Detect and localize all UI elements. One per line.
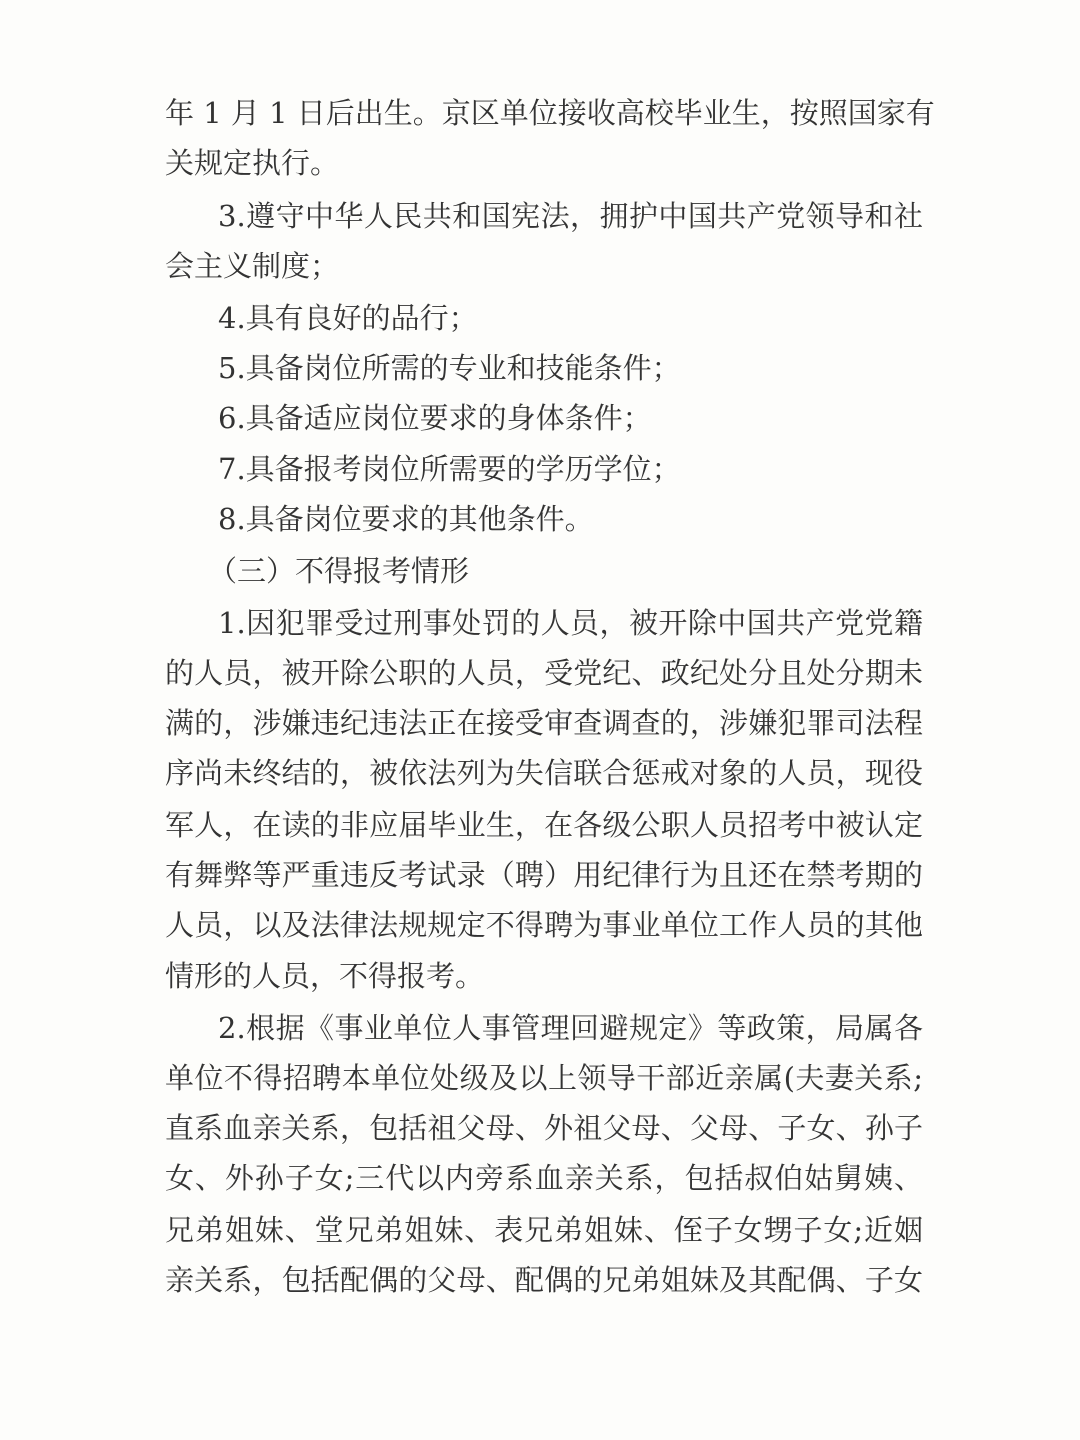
text-line: 亲关系，包括配偶的父母、配偶的兄弟姐妹及其配偶、子女 xyxy=(165,1263,923,1297)
text-line: 有舞弊等严重违反考试录（聘）用纪律行为且还在禁考期的 xyxy=(165,858,923,892)
text-line: 3.遵守中华人民共和国宪法，拥护中国共产党领导和社 xyxy=(218,199,923,233)
text-line: 8.具备岗位要求的其他条件。 xyxy=(218,502,594,536)
text-line: 序尚未终结的，被依法列为失信联合惩戒对象的人员，现役 xyxy=(165,756,923,790)
text-line: 年 1 月 1 日后出生。京区单位接收高校毕业生，按照国家有 xyxy=(165,96,935,130)
text-line: 满的，涉嫌违纪违法正在接受审查调查的，涉嫌犯罪司法程 xyxy=(165,706,923,740)
text-line: 会主义制度； xyxy=(165,249,340,283)
text-line: 4.具有良好的品行； xyxy=(218,301,478,335)
text-line: 的人员，被开除公职的人员，受党纪、政纪处分且处分期未 xyxy=(165,656,923,690)
text-line: 人员，以及法律法规规定不得聘为事业单位工作人员的其他 xyxy=(165,908,923,942)
text-line: 关规定执行。 xyxy=(165,146,340,180)
section-heading: （三）不得报考情形 xyxy=(208,554,470,588)
text-line: 7.具备报考岗位所需要的学历学位； xyxy=(218,452,681,486)
text-line: 5.具备岗位所需的专业和技能条件； xyxy=(218,351,681,385)
text-line: 情形的人员，不得报考。 xyxy=(165,959,485,993)
text-line: 女、外孙子女;三代以内旁系血亲关系，包括叔伯姑舅姨、 xyxy=(165,1161,923,1195)
text-line: 6.具备适应岗位要求的身体条件； xyxy=(218,401,652,435)
text-line: 兄弟姐妹、堂兄弟姐妹、表兄弟姐妹、侄子女甥子女;近姻 xyxy=(165,1213,923,1247)
text-line: 1.因犯罪受过刑事处罚的人员，被开除中国共产党党籍 xyxy=(218,606,923,640)
text-line: 单位不得招聘本单位处级及以上领导干部近亲属(夫妻关系; xyxy=(165,1061,923,1095)
text-line: 2.根据《事业单位人事管理回避规定》等政策，局属各 xyxy=(218,1011,923,1045)
text-line: 军人，在读的非应届毕业生，在各级公职人员招考中被认定 xyxy=(165,808,923,842)
text-line: 直系血亲关系，包括祖父母、外祖父母、父母、子女、孙子 xyxy=(165,1111,923,1145)
